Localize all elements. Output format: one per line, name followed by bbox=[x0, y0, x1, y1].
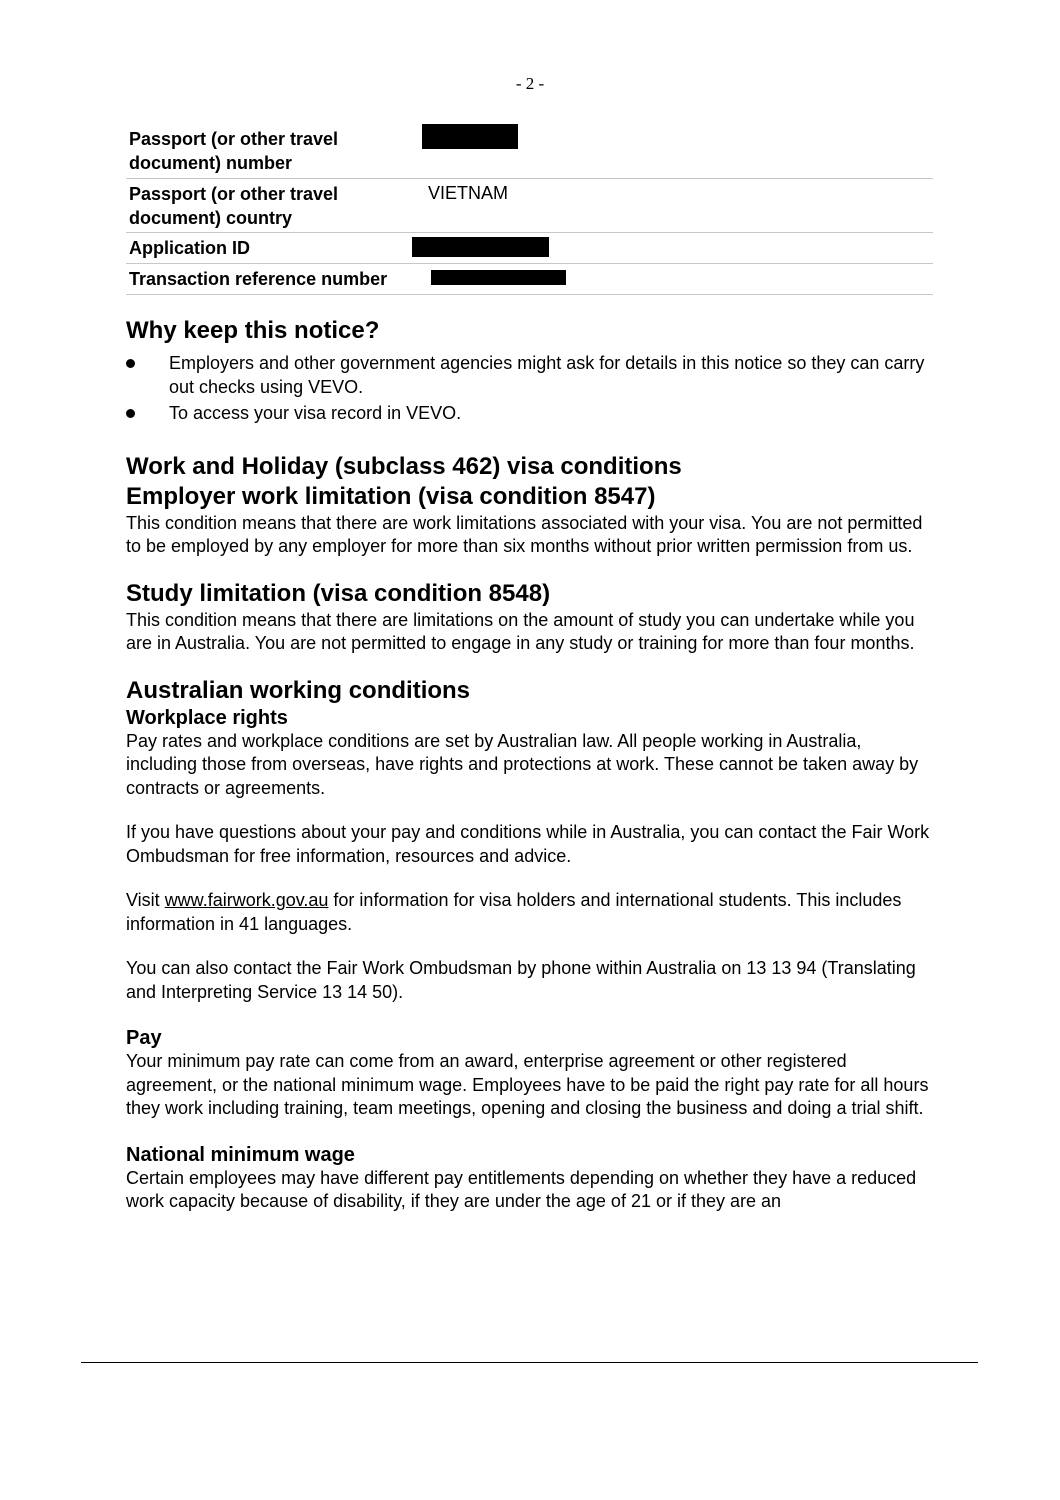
pay-heading: Pay bbox=[126, 1027, 162, 1049]
why-keep-list bbox=[126, 352, 936, 426]
passport-number-label: Passport (or other travel document) number bbox=[129, 129, 339, 173]
application-id-label: Application ID bbox=[129, 238, 250, 258]
visa-details-table bbox=[126, 124, 933, 295]
employer-limitation-text: This condition means that there are work limitations associated with your visa. You are not permitted to be employed by any employer for more than six months without prior written permission from us. bbox=[126, 512, 923, 556]
page-number: - 2 - bbox=[515, 74, 545, 93]
minimum-wage-text: Certain employees may have different pay entitlements depending on whether they have a reduced work capacity because of disability, if they are under the age of 21 or if they are an bbox=[126, 1167, 917, 1211]
bullet-icon bbox=[126, 409, 135, 418]
notice-content bbox=[126, 316, 936, 1214]
visa-conditions-heading: Work and Holiday (subclass 462) visa conditions bbox=[126, 452, 682, 480]
details-row-passport-country bbox=[126, 179, 933, 233]
phone-contact-text: You can also contact the Fair Work Ombudsman by phone within Australia on 13 13 94 (Translating and Interpreting Service 13 14 50). bbox=[126, 958, 916, 1002]
workplace-rights-heading: Workplace rights bbox=[126, 706, 288, 729]
questions-text: If you have questions about your pay and conditions while in Australia, you can contact the Fair Work Ombudsman for free information, resources and advice. bbox=[126, 822, 930, 866]
pay-text: Your minimum pay rate can come from an award, enterprise agreement or other registered agreement, or the national minimum wage. Employees have to be paid the right pay rate for all hours they work including training, team meetings, opening and closing the business and doing a trial shift. bbox=[126, 1051, 929, 1118]
passport-number-redaction bbox=[422, 124, 518, 149]
footer-divider bbox=[81, 1362, 978, 1363]
visit-text: Visit www.fairwork.gov.au for information for visa holders and international students. This includes information in 41 languages. bbox=[126, 890, 902, 934]
list-item: Employers and other government agencies might ask for details in this notice so they can carry out checks using VEVO. bbox=[126, 352, 936, 399]
application-id-redaction bbox=[412, 237, 549, 257]
study-limitation-heading: Study limitation (visa condition 8548) bbox=[126, 579, 551, 607]
transaction-reference-redaction bbox=[431, 270, 566, 285]
employer-limitation-heading: Employer work limitation (visa condition 8547) bbox=[126, 482, 656, 510]
why-keep-heading: Why keep this notice? bbox=[126, 317, 380, 344]
list-item: To access your visa record in VEVO. bbox=[126, 402, 936, 426]
workplace-rights-text: Pay rates and workplace conditions are set by Australian law. All people working in Australia, including those from overseas, have rights and protections at work. These cannot be taken away by contracts or agreements. bbox=[126, 730, 919, 798]
passport-country-label: Passport (or other travel document) country bbox=[129, 184, 339, 228]
passport-country-value: VIETNAM bbox=[428, 183, 509, 203]
bullet-icon bbox=[126, 359, 135, 368]
study-limitation-text: This condition means that there are limitations on the amount of study you can undertake while you are in Australia. You are not permitted to engage in any study or training for more than four months. bbox=[126, 609, 915, 653]
details-row-application-id bbox=[126, 233, 933, 264]
transaction-reference-label: Transaction reference number bbox=[129, 269, 388, 289]
details-row-transaction-reference bbox=[126, 264, 933, 295]
fairwork-link[interactable]: www.fairwork.gov.au bbox=[164, 890, 329, 910]
minimum-wage-heading: National minimum wage bbox=[126, 1143, 355, 1166]
details-row-passport-number bbox=[126, 124, 933, 179]
working-conditions-heading: Australian working conditions bbox=[126, 676, 471, 704]
